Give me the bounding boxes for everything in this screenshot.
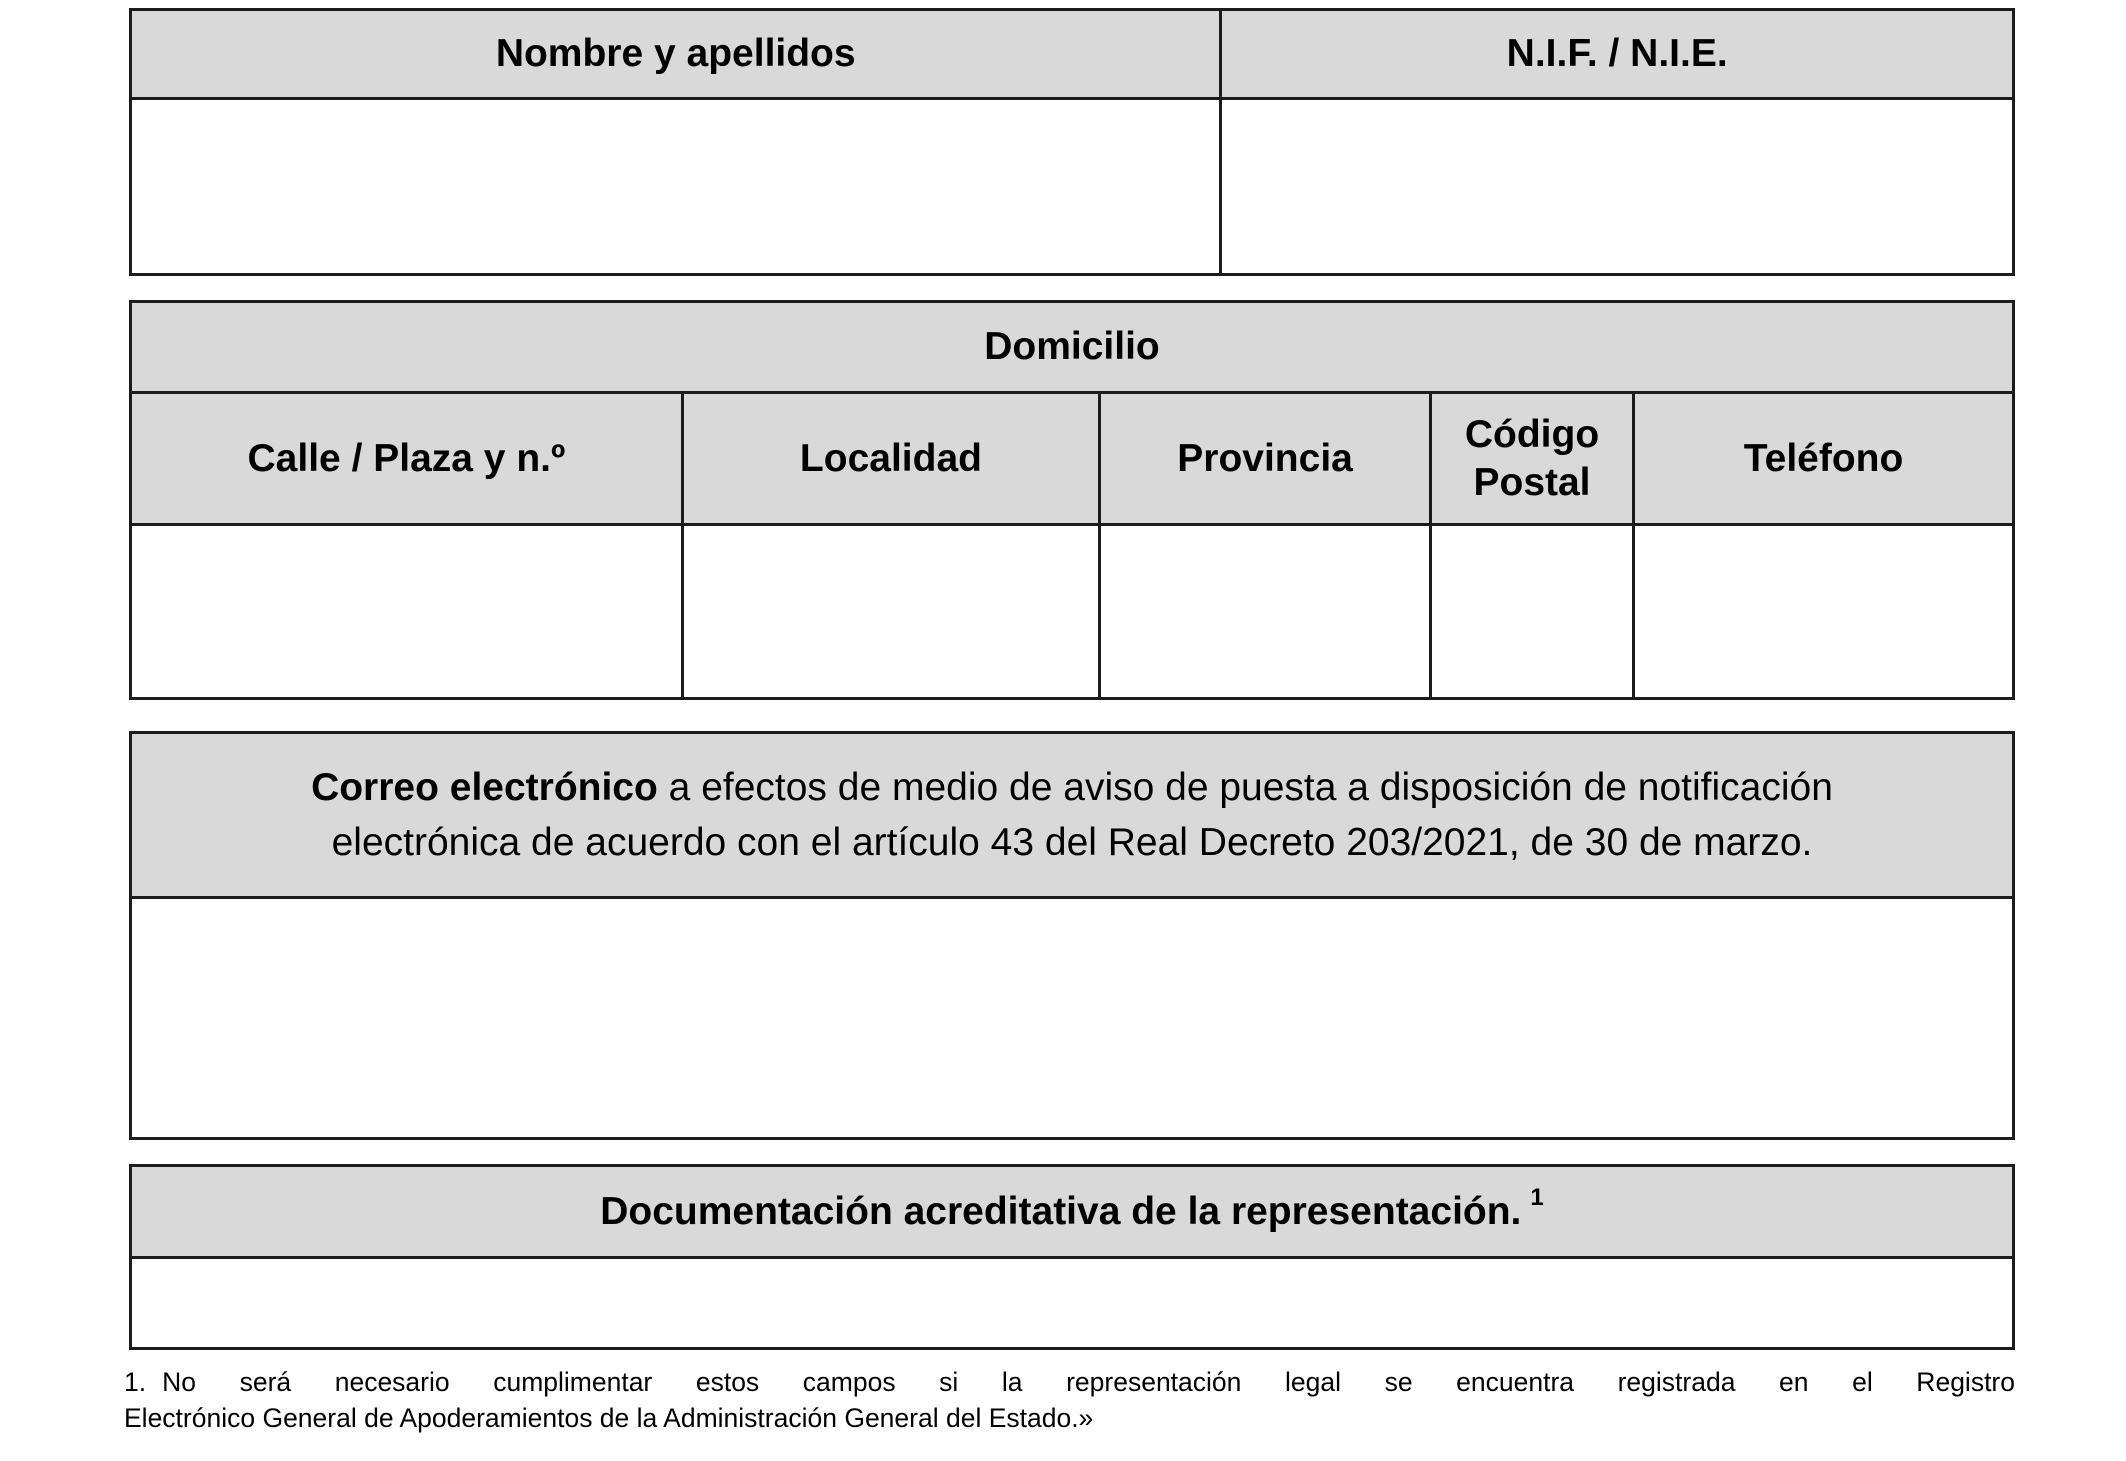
form-page bbox=[0, 8, 2126, 1461]
email-header-bold-label: Correo electrónico bbox=[311, 766, 658, 809]
header-codigo-postal-label: Código Postal bbox=[1464, 412, 1600, 504]
header-domicilio-label: Domicilio bbox=[984, 325, 1160, 369]
header-telefono-label: Teléfono bbox=[1743, 436, 1904, 480]
telefono-field[interactable] bbox=[1635, 526, 2012, 697]
header-localidad bbox=[684, 394, 1101, 526]
header-calle-plaza-label: Calle / Plaza y n.º bbox=[247, 436, 566, 480]
header-calle-plaza bbox=[132, 394, 684, 526]
header-codigo-postal bbox=[1432, 394, 1635, 526]
documentation-section bbox=[129, 1164, 2015, 1350]
email-header-line1 bbox=[311, 760, 1833, 815]
correo-electronico-field[interactable] bbox=[132, 899, 2012, 1137]
header-provincia bbox=[1101, 394, 1432, 526]
footnote-number: 1. bbox=[124, 1367, 147, 1397]
email-section-header bbox=[132, 734, 2012, 899]
documentation-title-label: Documentación acreditativa de la representación. bbox=[600, 1189, 1522, 1233]
personal-info-table bbox=[129, 8, 2015, 276]
footnote-line2: Electrónico General de Apoderamientos de la Administración General del Estado.» bbox=[124, 1403, 1094, 1433]
email-header-rest-label: a efectos de medio de aviso de puesta a disposición de notificación bbox=[657, 766, 1833, 809]
header-telefono bbox=[1635, 394, 2012, 526]
provincia-field[interactable] bbox=[1101, 526, 1432, 697]
header-nif-nie-label: N.I.F. / N.I.E. bbox=[1506, 32, 1728, 76]
footnote bbox=[124, 1364, 2015, 1436]
header-provincia-label: Provincia bbox=[1177, 436, 1353, 480]
header-nif-nie bbox=[1222, 11, 2012, 100]
footnote-line1 bbox=[124, 1364, 2015, 1400]
nombre-apellidos-field[interactable] bbox=[132, 100, 1222, 273]
nif-nie-field[interactable] bbox=[1222, 100, 2012, 273]
localidad-field[interactable] bbox=[684, 526, 1101, 697]
header-domicilio bbox=[132, 303, 2012, 394]
documentation-section-header bbox=[132, 1167, 2012, 1259]
calle-plaza-field[interactable] bbox=[132, 526, 684, 697]
documentacion-field[interactable] bbox=[132, 1259, 2012, 1347]
codigo-postal-field[interactable] bbox=[1432, 526, 1635, 697]
footnote-marker: 1 bbox=[1530, 1183, 1544, 1211]
header-localidad-label: Localidad bbox=[799, 436, 982, 480]
header-nombre-apellidos bbox=[132, 11, 1222, 100]
email-header-line2: electrónica de acuerdo con el artículo 43 del Real Decreto 203/2021, de 30 de marzo. bbox=[331, 821, 1813, 864]
footnote-line1-text: No será necesario cumplimentar estos campos si la representación legal se encuentra registrada en el Registro bbox=[162, 1367, 2015, 1397]
header-nombre-apellidos-label: Nombre y apellidos bbox=[495, 32, 856, 76]
email-section bbox=[129, 731, 2015, 1140]
address-table bbox=[129, 300, 2015, 700]
